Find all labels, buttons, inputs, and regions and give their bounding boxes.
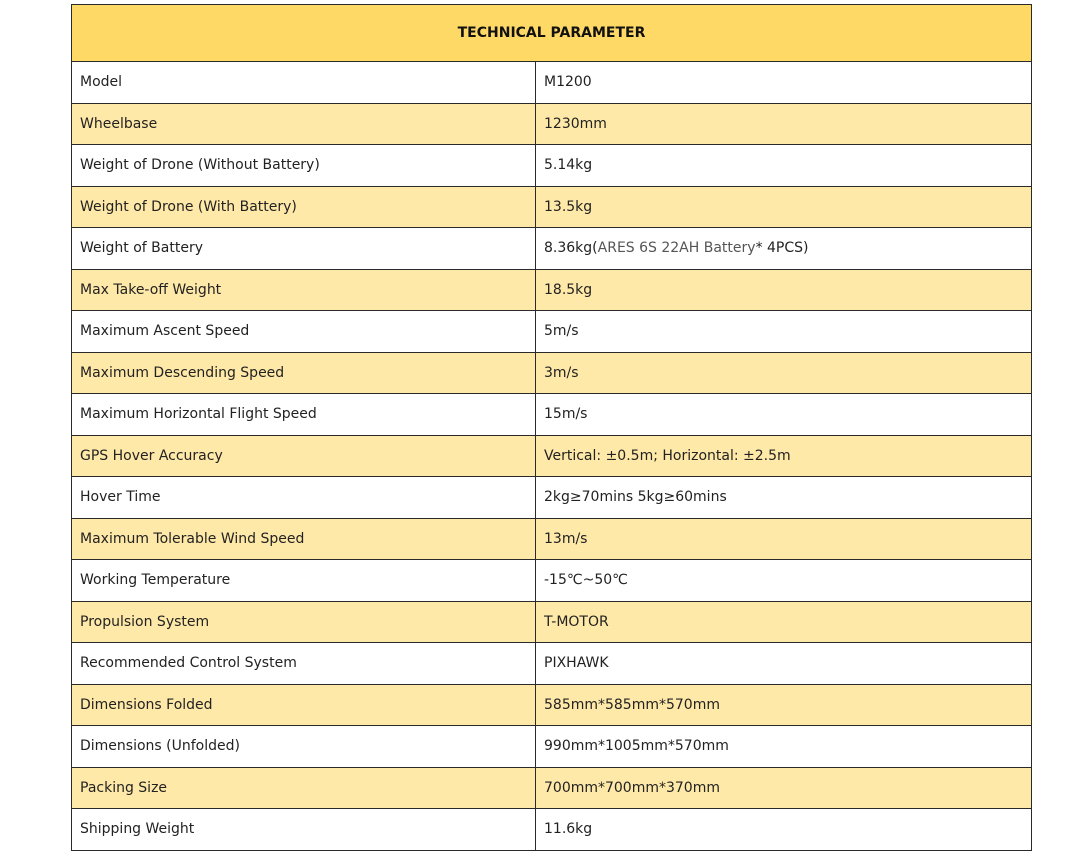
row-value: 585mm*585mm*570mm (536, 684, 1032, 726)
row-label: Recommended Control System (72, 643, 536, 685)
table-row-control-system (72, 643, 1032, 685)
row-value: -15℃~50℃ (536, 560, 1032, 602)
row-label: Wheelbase (72, 103, 536, 145)
row-value: T-MOTOR (536, 601, 1032, 643)
row-value: 1230mm (536, 103, 1032, 145)
row-value: Vertical: ±0.5m; Horizontal: ±2.5m (536, 435, 1032, 477)
row-label: Dimensions Folded (72, 684, 536, 726)
table-header-row (72, 5, 1032, 62)
table-row-max-descending-speed (72, 352, 1032, 394)
row-value: 990mm*1005mm*570mm (536, 726, 1032, 768)
battery-weight-text: 8.36kg( (544, 240, 598, 257)
table-title: TECHNICAL PARAMETER (72, 5, 1032, 62)
row-value: PIXHAWK (536, 643, 1032, 685)
row-value: 5m/s (536, 311, 1032, 353)
row-label: Weight of Battery (72, 228, 536, 270)
row-label: Weight of Drone (Without Battery) (72, 145, 536, 187)
table-row-max-takeoff-weight (72, 269, 1032, 311)
table-row-dimensions-folded (72, 684, 1032, 726)
table-row-propulsion-system (72, 601, 1032, 643)
table-row-shipping-weight (72, 809, 1032, 851)
table-row-weight-without-battery (72, 145, 1032, 187)
row-label: Maximum Ascent Speed (72, 311, 536, 353)
row-value: 18.5kg (536, 269, 1032, 311)
row-label: Propulsion System (72, 601, 536, 643)
row-value: M1200 (536, 62, 1032, 104)
table-row-working-temperature (72, 560, 1032, 602)
row-value: 2kg≥70mins 5kg≥60mins (536, 477, 1032, 519)
row-label: Working Temperature (72, 560, 536, 602)
row-value: 15m/s (536, 394, 1032, 436)
row-label: GPS Hover Accuracy (72, 435, 536, 477)
table-row-weight-of-battery (72, 228, 1032, 270)
row-value (536, 228, 1032, 270)
row-label: Weight of Drone (With Battery) (72, 186, 536, 228)
row-label: Dimensions (Unfolded) (72, 726, 536, 768)
battery-model-link[interactable]: ARES 6S 22AH Battery (597, 240, 756, 257)
row-label: Model (72, 62, 536, 104)
table-row-max-horizontal-speed (72, 394, 1032, 436)
row-label: Max Take-off Weight (72, 269, 536, 311)
table-row-max-ascent-speed (72, 311, 1032, 353)
technical-parameter-table (71, 4, 1032, 851)
row-label: Maximum Descending Speed (72, 352, 536, 394)
table-row-hover-time (72, 477, 1032, 519)
table-row-model (72, 62, 1032, 104)
row-label: Hover Time (72, 477, 536, 519)
row-label: Packing Size (72, 767, 536, 809)
table-row-dimensions-unfolded (72, 726, 1032, 768)
row-value: 700mm*700mm*370mm (536, 767, 1032, 809)
row-value: 5.14kg (536, 145, 1032, 187)
row-value: 11.6kg (536, 809, 1032, 851)
battery-count-text: * 4PCS) (755, 240, 809, 257)
table-row-packing-size (72, 767, 1032, 809)
row-value: 13.5kg (536, 186, 1032, 228)
table-row-gps-hover-accuracy (72, 435, 1032, 477)
table-row-wheelbase (72, 103, 1032, 145)
row-label: Maximum Horizontal Flight Speed (72, 394, 536, 436)
row-value: 3m/s (536, 352, 1032, 394)
row-label: Maximum Tolerable Wind Speed (72, 518, 536, 560)
table-row-max-wind-speed (72, 518, 1032, 560)
table-row-weight-with-battery (72, 186, 1032, 228)
row-value: 13m/s (536, 518, 1032, 560)
row-label: Shipping Weight (72, 809, 536, 851)
